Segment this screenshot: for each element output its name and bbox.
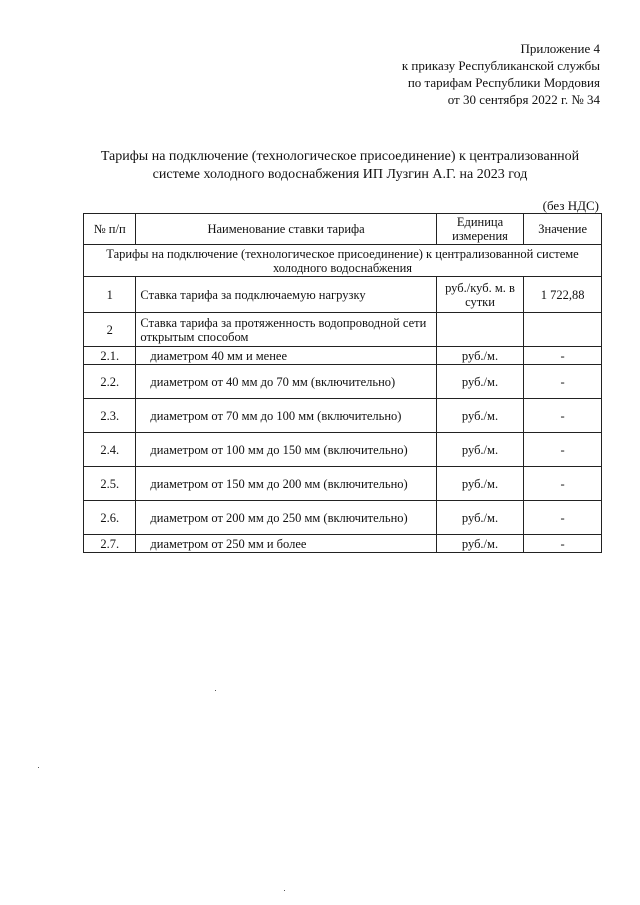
row-name: диаметром от 70 мм до 100 мм (включительно) <box>136 399 436 433</box>
row-value <box>524 313 602 347</box>
header-unit: Единица измерения <box>436 214 524 245</box>
row-unit: руб./м. <box>436 365 524 399</box>
row-unit: руб./куб. м. в сутки <box>436 277 524 313</box>
row-name: диаметром от 40 мм до 70 мм (включительно) <box>136 365 436 399</box>
row-name: диаметром 40 мм и менее <box>136 347 436 365</box>
row-unit: руб./м. <box>436 501 524 535</box>
table-row <box>84 313 602 347</box>
row-num: 2.1. <box>84 347 136 365</box>
table-row <box>84 467 602 501</box>
appendix-line-4: от 30 сентября 2022 г. № 34 <box>447 92 600 107</box>
row-unit: руб./м. <box>436 399 524 433</box>
row-unit: руб./м. <box>436 467 524 501</box>
row-num: 2.2. <box>84 365 136 399</box>
header-num: № п/п <box>84 214 136 245</box>
table-header-row <box>84 214 602 245</box>
row-name: Ставка тарифа за подключаемую нагрузку <box>136 277 436 313</box>
document-title <box>70 148 610 184</box>
row-num: 1 <box>84 277 136 313</box>
row-num: 2.4. <box>84 433 136 467</box>
scan-speck <box>215 690 216 691</box>
scan-speck <box>38 767 39 768</box>
row-unit: руб./м. <box>436 535 524 553</box>
document-title-line-2: системе холодного водоснабжения ИП Лузгин А.Г. на 2023 год <box>152 167 528 182</box>
table-row <box>84 535 602 553</box>
table-row <box>84 365 602 399</box>
table-row <box>84 347 602 365</box>
appendix-line-3: по тарифам Республики Мордовия <box>407 75 600 90</box>
table-row <box>84 277 602 313</box>
header-value: Значение <box>524 214 602 245</box>
table-row <box>84 501 602 535</box>
row-name: диаметром от 250 мм и более <box>136 535 436 553</box>
document-title-line-1: Тарифы на подключение (технологическое присоединение) к централизованной <box>100 149 580 164</box>
appendix-line-1: Приложение 4 <box>520 41 600 56</box>
row-value: - <box>524 501 602 535</box>
row-unit: руб./м. <box>436 433 524 467</box>
row-num: 2.3. <box>84 399 136 433</box>
section-title: Тарифы на подключение (технологическое присоединение) к централизованной системе холодного водоснабжения <box>84 245 602 277</box>
row-num: 2.6. <box>84 501 136 535</box>
row-value: - <box>524 535 602 553</box>
row-name: диаметром от 100 мм до 150 мм (включительно) <box>136 433 436 467</box>
row-value: - <box>524 347 602 365</box>
row-unit <box>436 313 524 347</box>
table-row <box>84 433 602 467</box>
row-value: - <box>524 433 602 467</box>
section-row <box>84 245 602 277</box>
header-name: Наименование ставки тарифа <box>136 214 436 245</box>
scan-speck <box>284 890 285 891</box>
row-unit: руб./м. <box>436 347 524 365</box>
row-name: диаметром от 150 мм до 200 мм (включительно) <box>136 467 436 501</box>
row-num: 2.5. <box>84 467 136 501</box>
row-name: диаметром от 200 мм до 250 мм (включительно) <box>136 501 436 535</box>
row-num: 2.7. <box>84 535 136 553</box>
row-value: - <box>524 467 602 501</box>
row-value: - <box>524 399 602 433</box>
table-row <box>84 399 602 433</box>
row-name: Ставка тарифа за протяженность водопроводной сети открытым способом <box>136 313 436 347</box>
appendix-line-2: к приказу Республиканской службы <box>401 58 600 73</box>
tariff-table <box>83 213 602 553</box>
row-value: 1 722,88 <box>524 277 602 313</box>
appendix-header <box>402 40 600 108</box>
vat-note: (без НДС) <box>542 198 599 213</box>
row-num: 2 <box>84 313 136 347</box>
row-value: - <box>524 365 602 399</box>
